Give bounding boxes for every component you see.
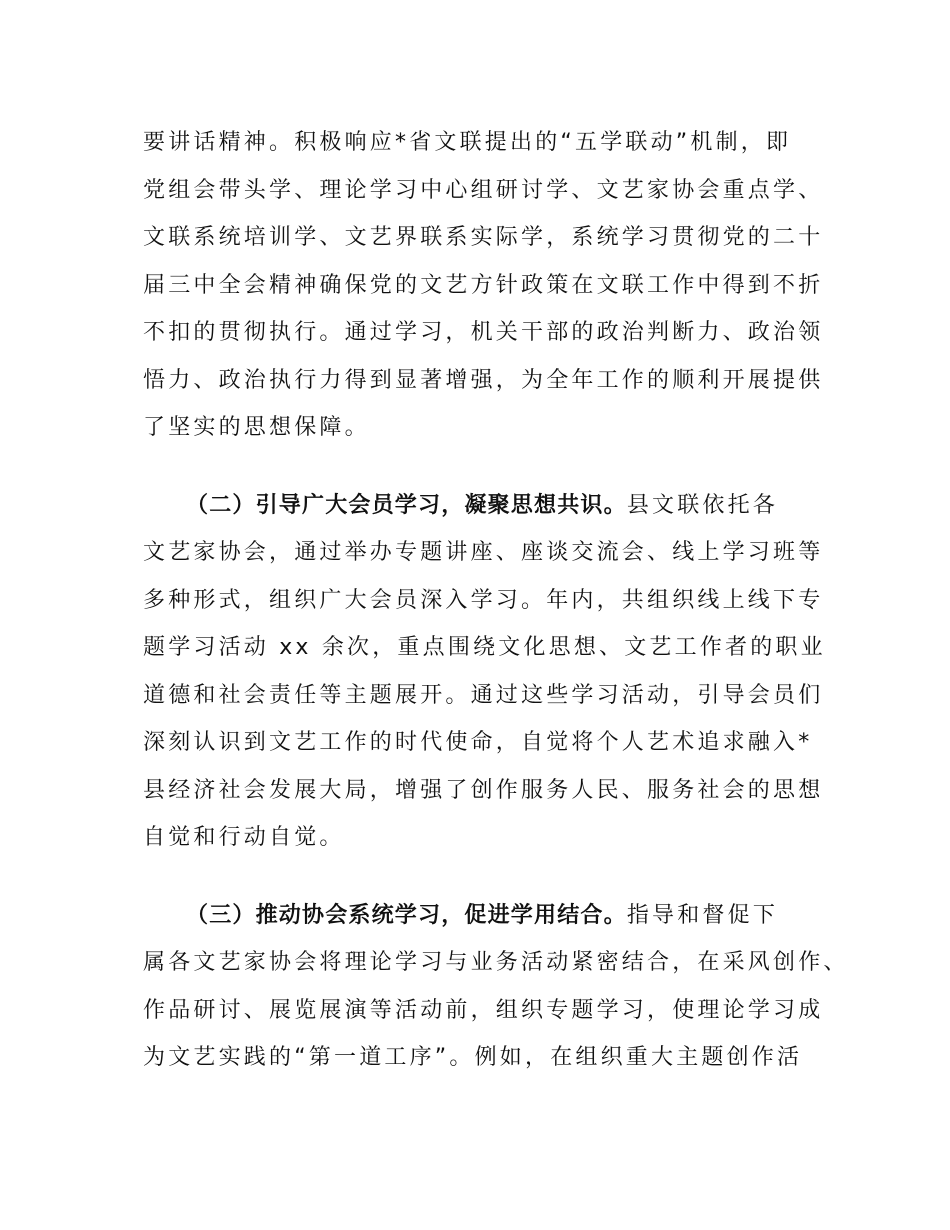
paragraph-first-line	[186, 901, 778, 931]
text-line: 不扣的贯彻执行。通过学习，机关干部的政治判断力、政治领	[143, 320, 824, 345]
text-run: 指导和督促下	[626, 903, 779, 928]
text-line: 深刻认识到文艺工作的时代使命，自觉将个人艺术追求融入*	[143, 730, 813, 755]
text-line: 党组会带头学、理论学习中心组研讨学、文艺家协会重点学、	[143, 178, 824, 203]
text-line: 作品研讨、展览展演等活动前，组织专题学习，使理论学习成	[143, 998, 824, 1023]
text-line: 了坚实的思想保障。	[143, 415, 370, 440]
section-heading: （二）引导广大会员学习，凝聚思想共识。	[186, 493, 627, 518]
paragraph-first-line	[186, 491, 778, 521]
text-line: 县经济社会发展大局，增强了创作服务人民、服务社会的思想	[143, 778, 824, 803]
text-line: 届三中全会精神确保党的文艺方针政策在文联工作中得到不折	[143, 273, 824, 298]
text-run: 县文联依托各	[626, 493, 779, 518]
text-line: 文艺家协会，通过举办专题讲座、座谈交流会、线上学习班等	[143, 540, 824, 565]
text-line: 要讲话精神。积极响应*省文联提出的“五学联动”机制，即	[143, 130, 792, 155]
section-heading: （三）推动协会系统学习，促进学用结合。	[186, 903, 627, 928]
text-line: 道德和社会责任等主题展开。通过这些学习活动，引导会员们	[143, 683, 824, 708]
text-line: 文联系统培训学、文艺界联系实际学，系统学习贯彻党的二十	[143, 225, 824, 250]
text-line: 属各文艺家协会将理论学习与业务活动紧密结合，在采风创作、	[143, 950, 849, 975]
text-line: 悟力、政治执行力得到显著增强，为全年工作的顺利开展提供	[143, 368, 824, 393]
text-line: 为文艺实践的“第一道工序”。例如，在组织重大主题创作活	[143, 1045, 803, 1070]
text-line: 题学习活动 xx 余次，重点围绕文化思想、文艺工作者的职业	[143, 635, 826, 660]
text-line: 自觉和行动自觉。	[143, 825, 345, 850]
text-line: 多种形式，组织广大会员深入学习。年内，共组织线上线下专	[143, 588, 824, 613]
